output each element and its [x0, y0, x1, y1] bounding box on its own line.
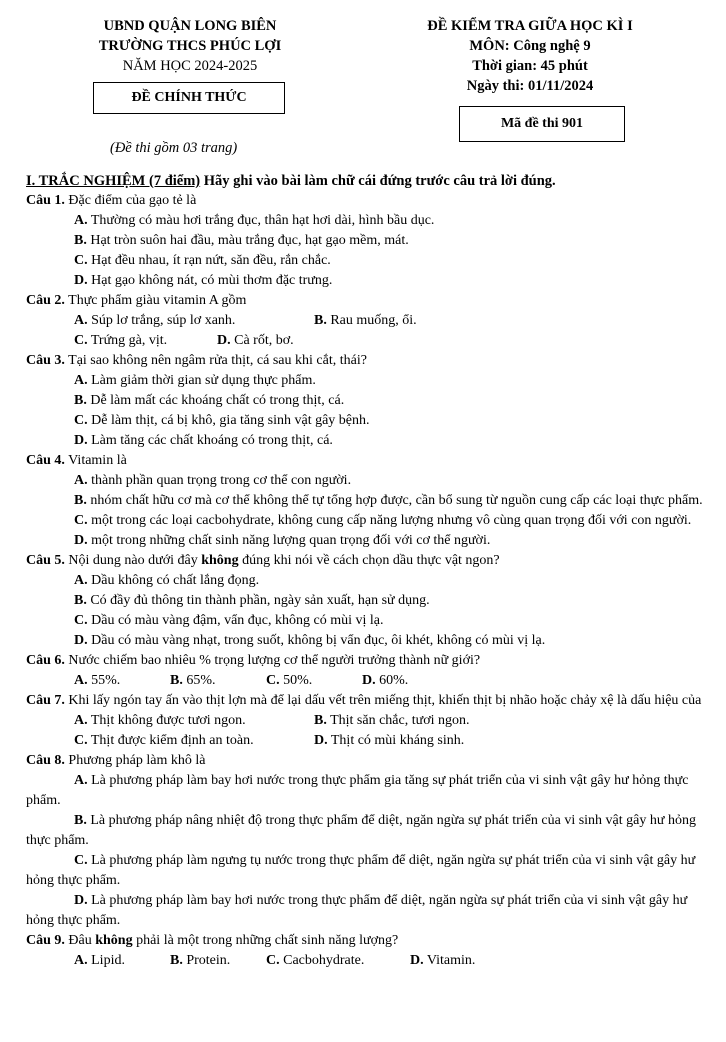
- option-a: A. Là phương pháp làm bay hơi nước trong thực phẩm gia tăng sự phát triển của vi sinh vật gây hư hỏng thực phẩm.: [26, 773, 689, 808]
- option-c: C. một trong các loại cacbohydrate, không cung cấp năng lượng nhưng vô cùng quan trọng đối với con người.: [74, 513, 692, 528]
- question-number: Câu 2.: [26, 293, 65, 308]
- school-year: NĂM HỌC 2024-2025: [122, 58, 258, 74]
- question-stem: [26, 751, 716, 771]
- question-8: [26, 751, 716, 931]
- question-text: Phương pháp làm khô là: [64, 753, 206, 768]
- option-a: A. Lipid.: [74, 953, 125, 968]
- option-row: [26, 671, 716, 691]
- question-number: Câu 5.: [26, 553, 65, 568]
- question-number: Câu 7.: [26, 693, 65, 708]
- option-c: C. Cacbohydrate.: [266, 953, 365, 968]
- option-b: B. nhóm chất hữu cơ mà cơ thể không thể tự tổng hợp được, cần bổ sung từ nguồn cung cấp các loại thực phẩm.: [74, 493, 703, 508]
- question-text: Vitamin là: [64, 453, 127, 468]
- question-text: Tại sao không nên ngâm rửa thịt, cá sau khi cắt, thái?: [64, 353, 367, 368]
- question-9: [26, 931, 716, 971]
- subject: MÔN: Công nghệ 9: [469, 38, 591, 54]
- pages-note: (Đề thi gồm 03 trang): [110, 140, 238, 156]
- official-exam-box: ĐỀ CHÍNH THỨC: [93, 82, 285, 114]
- question-text: Đặc điểm của gạo tẻ là: [64, 193, 197, 208]
- question-2: [26, 291, 716, 351]
- question-1: [26, 191, 716, 291]
- question-4: [26, 451, 716, 551]
- option-d: D. Cà rốt, bơ.: [217, 333, 294, 348]
- option-b: B. Hạt tròn suôn hai đầu, màu trắng đục, hạt gạo mềm, mát.: [74, 233, 409, 248]
- question-text: Khi lấy ngón tay ấn vào thịt lợn mà để lại dấu vết trên miếng thịt, khiến thịt bị nhão hoặc chảy xệ là dấu hiệu của: [64, 693, 702, 708]
- option-b: B. Dễ làm mất các khoáng chất có trong thịt, cá.: [74, 393, 345, 408]
- option-row: [26, 951, 716, 971]
- question-stem: [26, 691, 716, 711]
- question-text: Thực phẩm giàu vitamin A gồm: [64, 293, 247, 308]
- question-stem: Câu 5. Nội dung nào dưới đây không đúng khi nói về cách chọn dầu thực vật ngon?: [26, 553, 500, 568]
- option-b: B. Là phương pháp nâng nhiệt độ trong thực phẩm để diệt, ngăn ngừa sự phát triển của vi sinh vật gây hư hỏng thực phẩm.: [26, 813, 696, 848]
- option-d: D. 60%.: [362, 673, 409, 688]
- option-d: D. Làm tăng các chất khoáng có trong thịt, cá.: [74, 433, 333, 448]
- district-name: UBND QUẬN LONG BIÊN: [103, 18, 277, 34]
- question-number: Câu 8.: [26, 753, 65, 768]
- section-heading: [26, 171, 716, 191]
- exam-title: ĐỀ KIỂM TRA GIỮA HỌC KÌ I: [427, 18, 633, 34]
- option-d: D. Hạt gạo không nát, có mùi thơm đặc trưng.: [74, 273, 333, 288]
- exam-code-box: Mã đề thi 901: [459, 106, 625, 142]
- option-d: D. Là phương pháp làm bay hơi nước trong thực phẩm để diệt, ngăn ngừa sự phát triển của vi sinh vật gây hư hỏng thực phẩm.: [26, 893, 688, 928]
- question-5: [26, 551, 716, 651]
- question-7: [26, 691, 716, 751]
- question-3: [26, 351, 716, 451]
- option-row: [26, 331, 716, 351]
- option-c: C. Trứng gà, vịt.: [74, 333, 168, 348]
- option-d: D. Dầu có màu vàng nhạt, trong suốt, không bị vẩn đục, ôi khét, không có mùi vị lạ.: [74, 633, 546, 648]
- emphasis: không: [95, 933, 133, 948]
- option-row: [26, 311, 716, 331]
- question-number: Câu 6.: [26, 653, 65, 668]
- school-name: TRƯỜNG THCS PHÚC LỢI: [98, 38, 282, 54]
- option-b: B. Rau muống, ổi.: [314, 313, 417, 328]
- option-d: D. một trong những chất sinh năng lượng quan trọng đối với cơ thể người.: [74, 533, 491, 548]
- question-6: [26, 651, 716, 691]
- header-right: [380, 16, 680, 96]
- question-number: Câu 3.: [26, 353, 65, 368]
- option-a: A. 55%.: [74, 673, 121, 688]
- question-stem: [26, 351, 716, 371]
- question-number: Câu 9.: [26, 933, 65, 948]
- option-a: A. Làm giảm thời gian sử dụng thực phẩm.: [74, 373, 316, 388]
- option-a: A. Thịt không được tươi ngon.: [74, 713, 246, 728]
- section-instruction: Hãy ghi vào bài làm chữ cái đứng trước câu trả lời đúng.: [200, 173, 556, 189]
- option-c: C. Dầu có màu vàng đậm, vẩn đục, không có mùi vị lạ.: [74, 613, 384, 628]
- section-title: I. TRẮC NGHIỆM (7 điểm): [26, 173, 201, 189]
- exam-date: Ngày thi: 01/11/2024: [466, 78, 594, 94]
- option-a: A. Thường có màu hơi trắng đục, thân hạt hơi dài, hình bầu dục.: [74, 213, 435, 228]
- option-c: C. Là phương pháp làm ngưng tụ nước trong thực phẩm để diệt, ngăn ngừa sự phát triển của vi sinh vật gây hư hỏng thực phẩm.: [26, 853, 696, 888]
- option-a: A. Súp lơ trắng, súp lơ xanh.: [74, 313, 236, 328]
- option-a: A. Dầu không có chất lắng đọng.: [74, 573, 260, 588]
- option-row: [26, 711, 716, 731]
- question-stem: [26, 651, 716, 671]
- exam-content: [26, 171, 716, 971]
- option-row: [26, 731, 716, 751]
- question-stem: Câu 9. Đâu không phải là một trong những chất sinh năng lượng?: [26, 933, 399, 948]
- option-b: B. Protein.: [170, 953, 231, 968]
- question-stem: [26, 451, 716, 471]
- option-c: C. Hạt đều nhau, ít rạn nứt, săn đều, rắn chắc.: [74, 253, 331, 268]
- option-c: C. Dễ làm thịt, cá bị khô, gia tăng sinh vật gây bệnh.: [74, 413, 370, 428]
- question-stem: [26, 191, 716, 211]
- header-left: [60, 16, 320, 76]
- question-stem: [26, 291, 716, 311]
- question-number: Câu 1.: [26, 193, 65, 208]
- option-d: D. Thịt có mùi kháng sinh.: [314, 733, 465, 748]
- option-b: B. Có đầy đủ thông tin thành phần, ngày sản xuất, hạn sử dụng.: [74, 593, 430, 608]
- emphasis: không: [201, 553, 239, 568]
- option-d: D. Vitamin.: [410, 953, 476, 968]
- question-number: Câu 4.: [26, 453, 65, 468]
- duration: Thời gian: 45 phút: [472, 58, 588, 74]
- question-text: Nước chiếm bao nhiêu % trọng lượng cơ thể người trưởng thành nữ giới?: [64, 653, 481, 668]
- option-b: B. 65%.: [170, 673, 216, 688]
- option-a: A. thành phần quan trọng trong cơ thể con người.: [74, 473, 352, 488]
- option-b: B. Thịt săn chắc, tươi ngon.: [314, 713, 470, 728]
- option-c: C. 50%.: [266, 673, 313, 688]
- option-c: C. Thịt được kiểm định an toàn.: [74, 733, 254, 748]
